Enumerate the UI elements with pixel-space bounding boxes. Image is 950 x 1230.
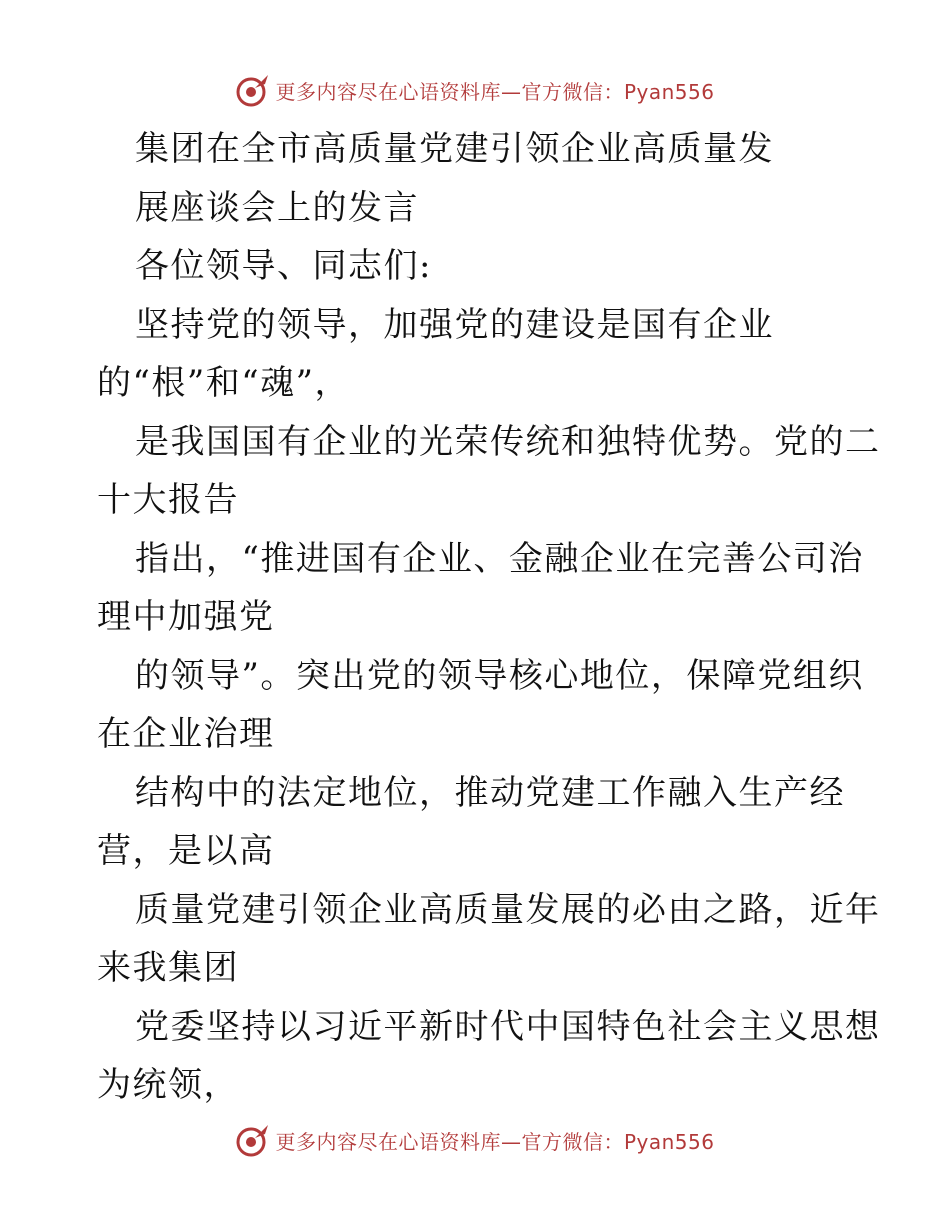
watermark-text: 更多内容尽在心语资料库—官方微信：Pyan556 [275, 1129, 715, 1154]
text-line: 的领导”。突出党的领导核心地位，保障党组织 [135, 655, 864, 696]
text-line: 在企业治理 [97, 714, 275, 754]
text-line: 指出，“推进国有企业、金融企业在完善公司治 [135, 538, 864, 579]
text-line: 营，是以高 [97, 831, 275, 871]
watermark-text: 更多内容尽在心语资料库—官方微信：Pyan556 [275, 79, 715, 104]
quill-logo-icon [235, 1122, 271, 1158]
text-line: 来我集团 [97, 948, 239, 988]
quill-logo-icon [235, 72, 271, 108]
text-line: 各位领导、同志们: [135, 246, 432, 286]
text-line: 的“根”和“魂”， [97, 363, 351, 403]
text-line: 集团在全市高质量党建引领企业高质量发 [135, 129, 774, 169]
text-line: 为统领， [97, 1065, 239, 1105]
document-body [97, 120, 881, 1115]
footer-watermark [0, 1120, 950, 1160]
text-line: 十大报告 [97, 480, 239, 520]
text-line: 质量党建引领企业高质量发展的必由之路，近年 [135, 889, 881, 930]
text-line: 结构中的法定地位，推动党建工作融入生产经 [135, 772, 845, 813]
text-line: 理中加强党 [97, 597, 275, 637]
text-line: 党委坚持以习近平新时代中国特色社会主义思想 [135, 1006, 881, 1047]
text-line: 坚持党的领导，加强党的建设是国有企业 [135, 304, 774, 345]
text-line: 展座谈会上的发言 [135, 187, 419, 228]
text-line: 是我国国有企业的光荣传统和独特优势。党的二 [135, 421, 881, 462]
header-watermark [0, 70, 950, 110]
